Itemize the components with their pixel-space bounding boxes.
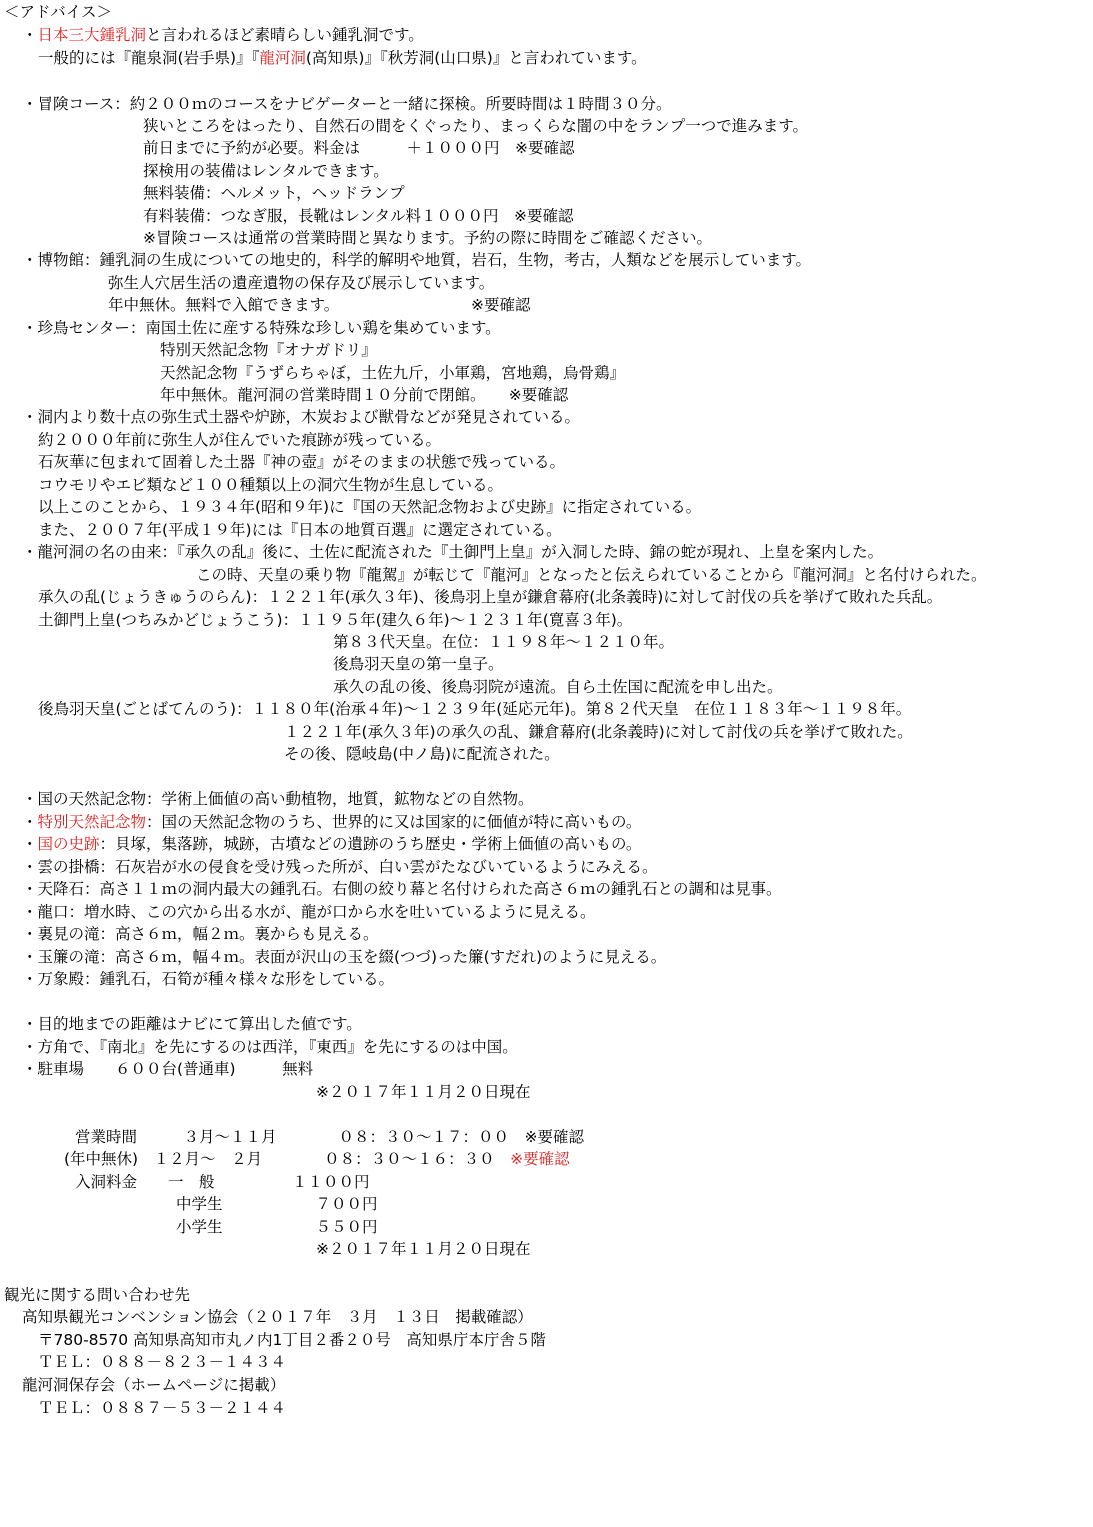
document-line [22, 406, 580, 428]
line-text: 後鳥羽天皇の第一皇子。 [333, 655, 504, 673]
line-text: ※２０１７年１１月２０日現在 [316, 1240, 531, 1258]
document-line [176, 1193, 378, 1215]
line-text: ・万象殿：鍾乳石，石筍が種々様々な形をしている。 [22, 970, 395, 988]
line-text: ※冒険コースは通常の営業時間と異なります。予約の際に時間をご確認ください。 [143, 229, 712, 247]
document-line [143, 182, 405, 204]
document-line [4, 1284, 190, 1306]
document-line [38, 1351, 286, 1373]
document-line [22, 1036, 518, 1058]
line-text: (高知県)』『秋芳洞(山口県)』と言われています。 [305, 49, 647, 67]
document-line [143, 115, 808, 137]
document-line [316, 1238, 531, 1260]
line-text: 約２０００年前に弥生人が住んでいた痕跡が残っている。 [38, 431, 442, 449]
line-text: 天然記念物『うずらちゃぼ，土佐九斤，小軍鶏，宮地鶏，烏骨鶏』 [160, 364, 626, 382]
line-text: ・玉簾の滝：高さ６ｍ，幅４ｍ。表面が沢山の玉を綴(つづ)った簾(すだれ)のように見える。 [22, 948, 667, 966]
document-line [22, 1374, 285, 1396]
document-line [64, 1148, 570, 1170]
line-text: 観光に関する問い合わせ先 [4, 1286, 191, 1304]
line-text: 無料装備：ヘルメット，ヘッドランプ [143, 184, 405, 202]
line-text: 〒780-8570 高知県高知市丸ノ内1丁目２番２０号 高知県庁本庁舎５階 [38, 1331, 546, 1349]
highlighted-text: 国の史跡 [37, 835, 100, 853]
document-line [38, 496, 701, 518]
line-text: 有料装備：つなぎ服，長靴はレンタル料１０００円 ※要確認 [143, 207, 574, 225]
document-line [22, 1013, 362, 1035]
line-text: コウモリやエビ類など１００種類以上の洞穴生物が生息している。 [38, 476, 504, 494]
document-line [22, 811, 641, 833]
line-text: 狭いところをはったり、自然石の間をくぐったり、まっくらな闇の中をランプ一つで進みます。 [143, 117, 808, 135]
line-text: ・雲の掛橋：石灰岩が水の侵食を受け残った所が、白い雲がたなびいているようにみえる。 [22, 858, 658, 876]
line-text: 探検用の装備はレンタルできます。 [143, 162, 389, 180]
document-line [22, 968, 394, 990]
document-line [22, 1058, 313, 1080]
line-text: と言われるほど素晴らしい鍾乳洞です。 [146, 26, 424, 44]
line-text: 承久の乱(じょうきゅうのらん)：１２２１年(承久３年)、後鳥羽上皇が鎌倉幕府(北条義時)に対して討伐の兵を挙げて敗れた兵乱。 [38, 588, 943, 606]
line-text: 弥生人穴居生活の遺産遺物の保存及び展示しています。 [108, 274, 495, 292]
line-text: 特別天然記念物『オナガドリ』 [160, 341, 377, 359]
line-text: 年中無休。龍河洞の営業時間１０分前で閉館。 ※要確認 [160, 386, 569, 404]
document-line [22, 249, 811, 271]
document-line [196, 564, 987, 586]
document-line [75, 1126, 584, 1148]
line-text: (年中無休) １２月～ ２月 ０８：３０～１６：３０ [64, 1150, 511, 1168]
line-text: 土御門上皇(つちみかどじょうこう)：１１９５年(建久６年)～１２３１年(寛喜３年)。 [38, 611, 633, 629]
line-text: 一般的には『龍泉洞(岩手県)』『 [38, 49, 260, 67]
document-line [333, 676, 783, 698]
line-text: ・洞内より数十点の弥生式土器や炉跡，木炭および獣骨などが発見されている。 [22, 408, 581, 426]
document-line [108, 272, 494, 294]
line-text: ：貝塚，集落跡，城跡，古墳などの遺跡のうち歴史・学術上価値の高いもの。 [99, 835, 642, 853]
document-line [22, 856, 658, 878]
line-text: 以上このことから、１９３４年(昭和９年)に『国の天然記念物および史跡』に指定されている。 [38, 498, 702, 516]
advice-heading: ＜アドバイス＞ [4, 3, 113, 21]
line-text: ＴＥＬ：０８８７－５３－２１４４ [38, 1399, 287, 1417]
document-line [38, 698, 911, 720]
highlighted-text: ※要確認 [510, 1150, 570, 1168]
highlighted-text: 特別天然記念物 [37, 813, 147, 831]
line-text: 第８３代天皇。在位：１１９８年～１２１０年。 [333, 633, 675, 651]
document-line [22, 878, 782, 900]
document-line [38, 451, 565, 473]
highlighted-text: 日本三大鍾乳洞 [37, 26, 147, 44]
document-line [38, 429, 441, 451]
document-line [38, 47, 647, 69]
document-line [22, 788, 534, 810]
document-line [38, 609, 632, 631]
document-line [22, 946, 666, 968]
line-text: ・龍口：増水時、この穴から出る水が、龍が口から水を吐いているように見える。 [22, 903, 596, 921]
line-text: ・ [22, 813, 38, 831]
document-line [22, 1306, 533, 1328]
line-text: 年中無休。無料で入館できます。 ※要確認 [108, 296, 531, 314]
document-line [284, 743, 560, 765]
line-text: ・ [22, 26, 38, 44]
document-line [38, 519, 562, 541]
line-text: ・龍河洞の名の由来：『承久の乱』後に、土佐に配流された『土御門上皇』が入洞した時、錦の蛇が現れ、上皇を案内した。 [22, 543, 884, 561]
line-text: 石灰華に包まれて固着した土器『神の壺』がそのままの状態で残っている。 [38, 453, 566, 471]
document-line [38, 1329, 546, 1351]
document-line [160, 362, 625, 384]
line-text: ・博物館：鍾乳洞の生成についての地史的，科学的解明や地質，岩石，生物，考古，人類などを展示しています。 [22, 251, 811, 269]
document-line [333, 631, 674, 653]
document-line [160, 339, 377, 361]
document-line [160, 384, 568, 406]
document-line [22, 317, 501, 339]
line-text: ・冒険コース：約２００ｍのコースをナビゲーターと一緒に探検。所要時間は１時間３０分。 [22, 95, 672, 113]
line-text: ・国の天然記念物：学術上価値の高い動植物，地質，鉱物などの自然物。 [22, 790, 534, 808]
line-text: ：国の天然記念物のうち、世界的に又は国家的に価値が特に高いもの。 [146, 813, 642, 831]
line-text: 小学生 ５５０円 [176, 1218, 378, 1236]
line-text: また、２００７年(平成１９年)には『日本の地質百選』に選定されている。 [38, 521, 562, 539]
line-text: ・天降石：高さ１１ｍの洞内最大の鍾乳石。右側の絞り幕と名付けられた高さ６ｍの鍾乳石との調和は見事。 [22, 880, 782, 898]
document-line [22, 923, 379, 945]
line-text: 中学生 ７００円 [176, 1195, 378, 1213]
line-text: 前日までに予約が必要。料金は ＋１０００円 ※要確認 [143, 139, 575, 157]
document-line [143, 227, 712, 249]
line-text: 高知県観光コンベンション協会（２０１７年 ３月 １３日 掲載確認） [22, 1308, 533, 1326]
document-line [143, 160, 389, 182]
line-text: ・方角で、『南北』を先にするのは西洋，『東西』を先にするのは中国。 [22, 1038, 518, 1056]
line-text: １２２１年(承久３年)の承久の乱、鎌倉幕府(北条義時)に対して討伐の兵を挙げて敗れた。 [284, 723, 913, 741]
document-line [176, 1216, 378, 1238]
document-line [38, 1397, 286, 1419]
line-text: 龍河洞保存会（ホームページに掲載） [22, 1376, 286, 1394]
document-line [316, 1081, 531, 1103]
document-line [22, 901, 596, 923]
line-text: 営業時間 ３月～１１月 ０８：３０～１７：００ ※要確認 [75, 1128, 584, 1146]
line-text: ※２０１７年１１月２０日現在 [316, 1083, 531, 1101]
highlighted-text: 龍河洞 [259, 49, 306, 67]
document-line [22, 833, 641, 855]
document-line [284, 721, 913, 743]
document-line [75, 1171, 370, 1193]
document-line [143, 137, 575, 159]
line-text: その後、隠岐島(中ノ島)に配流された。 [284, 745, 560, 763]
document-line [22, 24, 424, 46]
document-line [333, 653, 504, 675]
document-line [108, 294, 531, 316]
line-text: ・駐車場 ６００台(普通車) 無料 [22, 1060, 314, 1078]
line-text: 後鳥羽天皇(ごとばてんのう)：１１８０年(治承４年)～１２３９年(延応元年)。第８２代天皇 在位１１８３年～１１９８年。 [38, 700, 912, 718]
line-text: この時、天皇の乗り物『龍駕』が転じて『龍河』となったと伝えられていることから『龍河洞』と名付けられた。 [196, 566, 987, 584]
line-text: 承久の乱の後、後鳥羽院が遠流。自ら土佐国に配流を申し出た。 [333, 678, 783, 696]
document-line [38, 474, 503, 496]
line-text: ・目的地までの距離はナビにて算出した値です。 [22, 1015, 362, 1033]
line-text: ＴＥＬ：０８８－８２３－１４３４ [38, 1353, 287, 1371]
document-line [143, 205, 573, 227]
line-text: ・珍鳥センター：南国土佐に産する特殊な珍しい鶏を集めています。 [22, 319, 501, 337]
line-text: ・裏見の滝：高さ６ｍ，幅２ｍ。裏からも見える。 [22, 925, 379, 943]
document-line [22, 93, 671, 115]
line-text: ・ [22, 835, 38, 853]
line-text: 入洞料金 一 般 １１００円 [75, 1173, 370, 1191]
document-line [22, 541, 883, 563]
document-line [38, 586, 942, 608]
